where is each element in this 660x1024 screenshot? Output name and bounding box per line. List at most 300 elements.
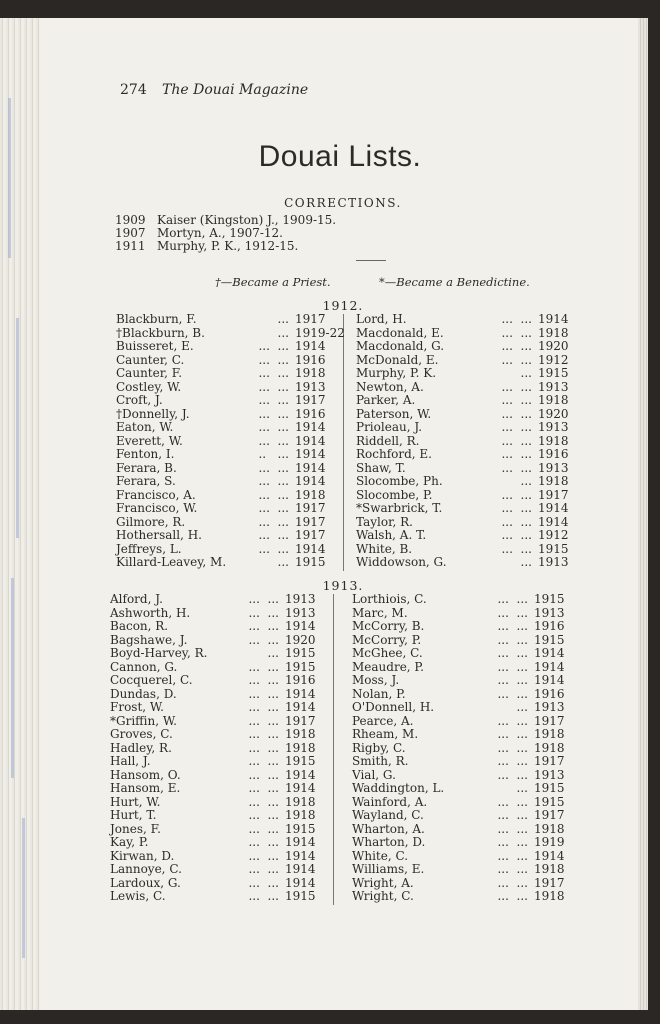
leader-dots: ... xyxy=(520,474,532,488)
student-name: Rheam, M. xyxy=(352,727,419,741)
student-name: Marc, M. xyxy=(352,605,408,620)
list-entry xyxy=(356,366,568,380)
leaving-year: 1915 xyxy=(285,754,316,768)
ink-stain xyxy=(11,578,14,778)
leaving-year: 1914 xyxy=(534,848,565,863)
ink-stain xyxy=(22,818,25,958)
leader-dots: ... ... xyxy=(497,754,528,768)
list-entry xyxy=(352,592,564,606)
list-entry xyxy=(356,488,568,502)
leader-dots: ... xyxy=(277,555,289,569)
leaving-year: 1918 xyxy=(534,740,565,755)
leader-dots: ... ... xyxy=(248,713,279,728)
leaving-year: 1918 xyxy=(295,487,326,502)
list-entry xyxy=(352,795,564,809)
leader-dots: ... ... xyxy=(501,460,532,475)
student-name: †Blackburn, B. xyxy=(116,325,205,340)
leaving-year: 1914 xyxy=(285,781,316,795)
list-entry xyxy=(352,889,564,903)
leader-dots: ... ... xyxy=(497,889,528,903)
leaving-year: 1919-22 xyxy=(295,325,345,340)
list-entry xyxy=(352,633,564,647)
student-name: Croft, J. xyxy=(116,393,163,407)
leaving-year: 1914 xyxy=(295,460,326,475)
leaving-year: 1915 xyxy=(538,541,569,556)
leader-dots: ... ... xyxy=(258,528,289,542)
leader-dots: ... ... xyxy=(248,700,279,714)
correction-year: 1911 xyxy=(115,239,146,253)
student-name: Cocquerel, C. xyxy=(110,673,193,687)
student-name: Waddington, L. xyxy=(352,781,445,795)
leaving-year: 1915 xyxy=(285,646,316,660)
student-name: O'Donnell, H. xyxy=(352,700,435,714)
list-entry xyxy=(110,754,317,768)
left-column xyxy=(116,312,345,569)
leaving-year: 1913 xyxy=(285,605,316,620)
student-name: Ferara, B. xyxy=(116,460,177,475)
leaving-year: 1914 xyxy=(295,447,326,461)
list-entry xyxy=(110,835,317,849)
list-entry xyxy=(352,768,564,782)
list-entry xyxy=(116,488,327,502)
list-entry xyxy=(352,876,564,890)
list-entry xyxy=(352,849,564,863)
list-entry xyxy=(110,741,317,755)
list-entry xyxy=(356,434,568,448)
leader-dots: ... ... xyxy=(497,808,528,822)
leader-dots: ... ... xyxy=(248,754,279,768)
student-name: Williams, E. xyxy=(352,862,425,876)
student-name: Eaton, W. xyxy=(116,420,174,434)
leader-dots: ... ... xyxy=(248,767,279,782)
column-divider xyxy=(333,594,334,905)
correction-text: Mortyn, A., 1907-12. xyxy=(157,226,283,240)
list-entry xyxy=(352,862,564,876)
leader-dots: ... ... xyxy=(258,393,289,407)
leaving-year: 1916 xyxy=(295,406,326,421)
list-entry xyxy=(116,407,327,421)
leaving-year: 1915 xyxy=(534,632,565,647)
leaving-year: 1913 xyxy=(534,700,565,714)
list-entry xyxy=(352,808,564,822)
leaving-year: 1917 xyxy=(295,514,326,529)
leaving-year: 1913 xyxy=(538,460,569,475)
leaving-year: 1914 xyxy=(538,514,569,529)
leader-dots: ... ... xyxy=(258,379,289,394)
leader-dots: ... ... xyxy=(497,673,528,687)
list-entry xyxy=(356,339,568,353)
leaving-year: 1914 xyxy=(295,474,326,488)
leaving-year: 1917 xyxy=(285,713,316,728)
running-header: The Douai Magazine xyxy=(162,82,309,98)
leader-dots: ... ... xyxy=(248,592,279,606)
list-entry xyxy=(352,700,564,714)
leader-dots: ... ... xyxy=(497,835,528,849)
corrections-list xyxy=(115,214,336,253)
leader-dots: ... ... xyxy=(501,528,532,542)
student-name: Smith, R. xyxy=(352,754,409,768)
list-entry xyxy=(352,619,564,633)
leader-dots: .. ... xyxy=(258,447,289,461)
leaving-year: 1913 xyxy=(534,605,565,620)
leaving-year: 1916 xyxy=(538,447,569,461)
leaving-year: 1917 xyxy=(295,312,326,326)
leaving-year: 1917 xyxy=(534,875,565,890)
leaving-year: 1914 xyxy=(285,835,316,849)
leaving-year: 1915 xyxy=(285,821,316,836)
student-name: Newton, A. xyxy=(356,379,424,394)
leader-dots: ... ... xyxy=(248,686,279,701)
leaving-year: 1912 xyxy=(538,528,569,542)
leaving-year: 1914 xyxy=(285,875,316,890)
list-entry xyxy=(110,889,317,903)
right-column xyxy=(356,312,568,569)
list-entry xyxy=(356,474,568,488)
student-name: Jeffreys, L. xyxy=(116,541,182,556)
leader-dots: ... ... xyxy=(248,740,279,755)
list-entry xyxy=(356,393,568,407)
list-entry xyxy=(110,606,317,620)
leaving-year: 1913 xyxy=(538,555,569,569)
legend-benedictine: *—Became a Benedictine. xyxy=(379,275,530,289)
student-name: Lord, H. xyxy=(356,312,407,326)
leader-dots: ... ... xyxy=(497,605,528,620)
leader-dots: ... ... xyxy=(258,514,289,529)
leaving-year: 1917 xyxy=(534,713,565,728)
leaving-year: 1913 xyxy=(534,767,565,782)
correction-entry xyxy=(115,240,336,253)
page-title: Douai Lists. xyxy=(258,140,422,173)
student-name: White, C. xyxy=(352,848,409,863)
leader-dots: ... ... xyxy=(258,339,289,353)
leader-dots: ... ... xyxy=(497,632,528,647)
list-entry xyxy=(352,714,564,728)
list-entry xyxy=(110,633,317,647)
student-name: Prioleau, J. xyxy=(356,420,423,434)
leader-dots: ... ... xyxy=(248,794,279,809)
list-entry xyxy=(110,687,317,701)
leaving-year: 1918 xyxy=(534,727,565,741)
leader-dots: ... xyxy=(516,781,528,795)
list-entry xyxy=(110,862,317,876)
leader-dots: ... ... xyxy=(258,366,289,380)
list-entry xyxy=(116,434,327,448)
student-name: Wharton, A. xyxy=(352,821,425,836)
leaving-year: 1914 xyxy=(534,673,565,687)
student-name: Caunter, F. xyxy=(116,366,183,380)
leader-dots: ... ... xyxy=(258,474,289,488)
page-number: 274 xyxy=(120,82,147,98)
leader-dots: ... ... xyxy=(501,393,532,407)
student-name: Jones, F. xyxy=(110,821,161,836)
leader-dots: ... xyxy=(277,325,289,340)
list-entry xyxy=(352,741,564,755)
leaving-year: 1916 xyxy=(534,619,565,633)
leaving-year: 1917 xyxy=(534,754,565,768)
leaving-year: 1914 xyxy=(295,339,326,353)
corrections-heading: CORRECTIONS. xyxy=(284,196,402,210)
leaving-year: 1913 xyxy=(285,592,316,606)
student-name: Vial, G. xyxy=(352,767,396,782)
student-name: Bagshawe, J. xyxy=(110,632,188,647)
leader-dots: ... ... xyxy=(248,781,279,795)
student-name: Killard-Leavey, M. xyxy=(116,555,227,569)
list-entry xyxy=(116,528,327,542)
student-name: Groves, C. xyxy=(110,727,173,741)
leaving-year: 1917 xyxy=(534,808,565,822)
student-name: Slocombe, Ph. xyxy=(356,474,443,488)
list-entry xyxy=(356,542,568,556)
student-name: Blackburn, F. xyxy=(116,312,197,326)
leaving-year: 1914 xyxy=(534,659,565,674)
leaving-year: 1918 xyxy=(538,393,569,407)
student-name: McGhee, C. xyxy=(352,646,423,660)
correction-year: 1907 xyxy=(115,226,146,240)
list-entry xyxy=(356,312,568,326)
student-name: McCorry, P. xyxy=(352,632,422,647)
list-entry xyxy=(110,727,317,741)
leaving-year: 1916 xyxy=(295,352,326,367)
student-name: Hurt, W. xyxy=(110,794,161,809)
leader-dots: ... ... xyxy=(501,352,532,367)
correction-text: Murphy, P. K., 1912-15. xyxy=(157,239,299,253)
leaving-year: 1915 xyxy=(295,555,326,569)
leaving-year: 1915 xyxy=(285,889,316,903)
leader-dots: ... ... xyxy=(497,727,528,741)
list-entry xyxy=(352,822,564,836)
student-name: McDonald, E. xyxy=(356,352,439,367)
student-name: Macdonald, G. xyxy=(356,339,445,353)
list-entry xyxy=(110,781,317,795)
student-name: Everett, W. xyxy=(116,433,183,448)
divider-rule xyxy=(356,260,386,261)
leaving-year: 1914 xyxy=(295,541,326,556)
student-name: Kay, P. xyxy=(110,835,149,849)
list-entry xyxy=(110,714,317,728)
student-name: Caunter, C. xyxy=(116,352,185,367)
leader-dots: ... ... xyxy=(258,352,289,367)
student-name: Lardoux, G. xyxy=(110,875,181,890)
leader-dots: ... xyxy=(267,646,279,660)
leader-dots: ... ... xyxy=(497,821,528,836)
leader-dots: ... ... xyxy=(258,406,289,421)
list-entry xyxy=(116,353,327,367)
student-name: Macdonald, E. xyxy=(356,325,444,340)
leader-dots: ... ... xyxy=(258,541,289,556)
student-name: Murphy, P. K. xyxy=(356,366,437,380)
list-entry xyxy=(352,835,564,849)
student-name: Moss, J. xyxy=(352,673,400,687)
list-entry xyxy=(356,407,568,421)
list-entry xyxy=(116,312,327,326)
leader-dots: ... ... xyxy=(497,659,528,674)
leader-dots: ... ... xyxy=(501,339,532,353)
leader-dots: ... ... xyxy=(258,487,289,502)
leaving-year: 1917 xyxy=(538,487,569,502)
leader-dots: ... ... xyxy=(248,673,279,687)
list-entry xyxy=(110,673,317,687)
student-name: Wainford, A. xyxy=(352,794,428,809)
student-name: Bacon, R. xyxy=(110,619,169,633)
leaving-year: 1918 xyxy=(534,889,565,903)
leaving-year: 1914 xyxy=(285,700,316,714)
student-name: Meaudre, P. xyxy=(352,659,424,674)
leader-dots: ... ... xyxy=(248,821,279,836)
leader-dots: ... ... xyxy=(258,501,289,515)
list-entry xyxy=(110,592,317,606)
student-name: Kirwan, D. xyxy=(110,848,175,863)
list-entry xyxy=(356,380,568,394)
list-entry xyxy=(110,822,317,836)
ink-stain xyxy=(16,318,19,538)
list-entry xyxy=(352,754,564,768)
leader-dots: ... ... xyxy=(497,740,528,755)
student-name: Lannoye, C. xyxy=(110,862,182,876)
student-name: Paterson, W. xyxy=(356,406,432,421)
student-name: Wright, A. xyxy=(352,875,414,890)
student-name: *Griffin, W. xyxy=(110,713,177,728)
leader-dots: ... ... xyxy=(501,433,532,448)
leaving-year: 1914 xyxy=(285,862,316,876)
list-entry xyxy=(356,447,568,461)
leader-dots: ... ... xyxy=(258,433,289,448)
leaving-year: 1918 xyxy=(538,474,569,488)
student-name: Nolan, P. xyxy=(352,686,406,701)
leader-dots: ... ... xyxy=(501,514,532,529)
leader-dots: ... ... xyxy=(501,325,532,340)
leader-dots: ... ... xyxy=(501,501,532,515)
leaving-year: 1914 xyxy=(285,848,316,863)
student-name: Francisco, A. xyxy=(116,487,196,502)
left-column xyxy=(110,592,317,903)
student-name: Buisseret, E. xyxy=(116,339,194,353)
leaving-year: 1913 xyxy=(295,379,326,394)
list-entry xyxy=(116,325,345,340)
leaving-year: 1915 xyxy=(534,592,565,606)
list-entry xyxy=(110,660,317,674)
student-name: Rigby, C. xyxy=(352,740,406,755)
leader-dots: ... ... xyxy=(497,848,528,863)
leader-dots: ... ... xyxy=(497,619,528,633)
student-name: Dundas, D. xyxy=(110,686,177,701)
leader-dots: ... ... xyxy=(497,862,528,876)
list-entry xyxy=(356,326,568,340)
leader-dots: ... ... xyxy=(497,592,528,606)
leader-dots: ... ... xyxy=(248,605,279,620)
student-name: Fenton, I. xyxy=(116,447,175,461)
leader-dots: ... ... xyxy=(501,379,532,394)
leaving-year: 1918 xyxy=(295,366,326,380)
student-name: Hansom, E. xyxy=(110,781,181,795)
list-entry xyxy=(116,542,327,556)
list-entry xyxy=(116,501,327,515)
student-name: McCorry, B. xyxy=(352,619,425,633)
student-name: Slocombe, P. xyxy=(356,487,433,502)
leader-dots: ... ... xyxy=(248,808,279,822)
leader-dots: ... ... xyxy=(497,646,528,660)
student-name: Riddell, R. xyxy=(356,433,420,448)
list-entry xyxy=(356,515,568,529)
student-name: Hothersall, H. xyxy=(116,528,202,542)
leaving-year: 1915 xyxy=(538,366,569,380)
leader-dots: ... xyxy=(516,700,528,714)
list-entry xyxy=(352,646,564,660)
student-name: Costley, W. xyxy=(116,379,182,394)
student-name: Lewis, C. xyxy=(110,889,166,903)
list-entry xyxy=(110,646,317,660)
leader-dots: ... ... xyxy=(248,619,279,633)
list-entry xyxy=(352,660,564,674)
leaving-year: 1917 xyxy=(295,528,326,542)
leaving-year: 1916 xyxy=(285,673,316,687)
leaving-year: 1918 xyxy=(285,740,316,755)
list-entry xyxy=(110,795,317,809)
leader-dots: ... ... xyxy=(501,406,532,421)
leader-dots: ... ... xyxy=(248,875,279,890)
list-entry xyxy=(116,393,327,407)
student-name: Gilmore, R. xyxy=(116,514,186,529)
list-entry xyxy=(356,555,568,569)
list-entry xyxy=(110,876,317,890)
leaving-year: 1914 xyxy=(285,686,316,701)
leader-dots: ... ... xyxy=(248,848,279,863)
list-entry xyxy=(110,808,317,822)
leaving-year: 1915 xyxy=(534,781,565,795)
list-entry xyxy=(352,606,564,620)
list-entry xyxy=(116,420,327,434)
leaving-year: 1912 xyxy=(538,352,569,367)
student-name: *Swarbrick, T. xyxy=(356,501,443,515)
list-entry xyxy=(116,474,327,488)
student-name: Boyd-Harvey, R. xyxy=(110,646,208,660)
leader-dots: ... xyxy=(520,555,532,569)
leader-dots: ... ... xyxy=(258,460,289,475)
list-entry xyxy=(116,461,327,475)
student-name: Taylor, R. xyxy=(356,514,413,529)
leaving-year: 1918 xyxy=(285,808,316,822)
leader-dots: ... ... xyxy=(497,794,528,809)
student-name: Frost, W. xyxy=(110,700,164,714)
list-entry xyxy=(356,528,568,542)
leaving-year: 1916 xyxy=(534,686,565,701)
leader-dots: ... xyxy=(277,312,289,326)
leader-dots: ... ... xyxy=(248,659,279,674)
student-name: Alford, J. xyxy=(110,592,163,606)
leaving-year: 1915 xyxy=(285,659,316,674)
list-entry xyxy=(116,555,327,569)
student-name: Hall, J. xyxy=(110,754,151,768)
leaving-year: 1914 xyxy=(295,433,326,448)
leader-dots: ... ... xyxy=(501,447,532,461)
student-name: Wayland, C. xyxy=(352,808,424,822)
student-name: Wright, C. xyxy=(352,889,414,903)
list-entry xyxy=(116,515,327,529)
list-entry xyxy=(356,501,568,515)
list-entry xyxy=(116,447,327,461)
leaving-year: 1918 xyxy=(538,325,569,340)
student-name: Hansom, O. xyxy=(110,767,181,782)
student-name: Lorthiois, C. xyxy=(352,592,427,606)
list-entry xyxy=(352,781,564,795)
student-name: Shaw, T. xyxy=(356,460,406,475)
list-entry xyxy=(110,768,317,782)
leaving-year: 1920 xyxy=(538,339,569,353)
leaving-year: 1914 xyxy=(285,767,316,782)
student-name: Hurt, T. xyxy=(110,808,157,822)
list-entry xyxy=(110,619,317,633)
student-name: Hadley, R. xyxy=(110,740,172,755)
student-name: Ashworth, H. xyxy=(110,605,191,620)
